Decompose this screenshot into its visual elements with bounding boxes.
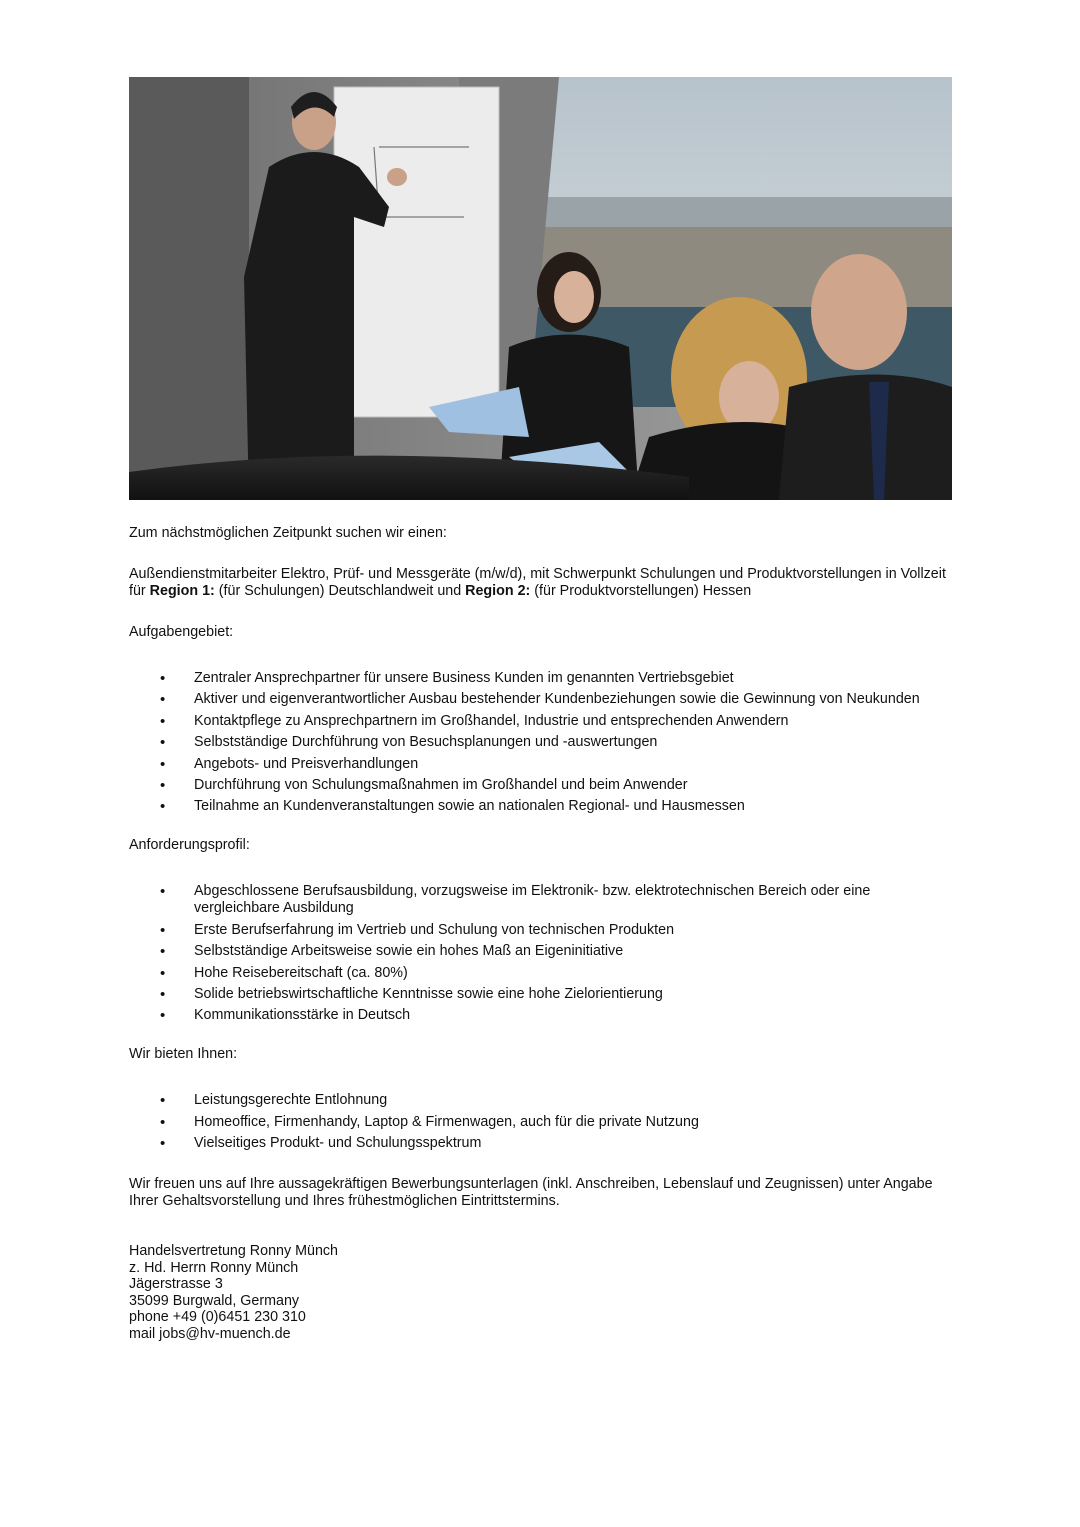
bullet-icon: • [160,1135,166,1153]
list-item [129,922,952,939]
bullet-icon: • [160,985,166,1003]
list-item [129,798,952,815]
bullet-icon: • [160,691,166,709]
company-name: Handelsvertretung Ronny Münch [129,1243,339,1260]
list-item [129,1007,952,1024]
list-item [129,965,952,982]
position-text-part1: Außendienstmitarbeiter Elektro, Prüf- und Messgeräte (m/w/d), mit Schwerpunkt Schulungen und Produktvorstellungen in Vollzeit für [129,566,946,599]
list-item [129,756,952,773]
bullet-icon: • [160,1113,166,1131]
bullet-icon: • [160,734,166,752]
list-item [129,883,952,917]
bullet-icon: • [160,1092,166,1110]
closing-text: Wir freuen uns auf Ihre aussagekräftigen Bewerbungsunterlagen (inkl. Anschreiben, Lebenslauf und Zeugnissen) unter Angabe Ihrer Gehaltsvorstellung und Ihres frühestmöglichen Eintrittstermins. [129,1176,933,1210]
region1-label: Region 1: [149,583,215,599]
list-item-text: Kommunikationsstärke in Deutsch [194,1007,411,1024]
offer-list [129,1092,952,1152]
list-item [129,943,952,960]
position-text-part3: (für Produktvorstellungen) Hessen [530,583,752,599]
bullet-icon: • [160,1007,166,1025]
position-text-part2: (für Schulungen) Deutschlandweit und [214,583,466,599]
region2-label: Region 2: [465,583,531,599]
bullet-icon: • [160,755,166,773]
tasks-heading: Aufgabengebiet: [129,624,234,640]
list-item-text: Solide betriebswirtschaftliche Kenntnisse sowie eine hohe Zielorientierung [194,985,663,1002]
intro-text: Zum nächstmöglichen Zeitpunkt suchen wir einen: [129,525,447,541]
bullet-icon: • [160,712,166,730]
list-item-text: Angebots- und Preisverhandlungen [194,755,419,772]
list-item-text: Homeoffice, Firmenhandy, Laptop & Firmenwagen, auch für die private Nutzung [194,1113,699,1130]
street-address: Jägerstrasse 3 [129,1276,223,1293]
list-item-text: Selbstständige Durchführung von Besuchsplanungen und -auswertungen [194,734,658,751]
list-item-text: Teilnahme an Kundenveranstaltungen sowie an nationalen Regional- und Hausmessen [194,798,745,815]
tasks-list [129,670,952,815]
list-item [129,734,952,751]
list-item [129,670,952,687]
list-item-text: Durchführung von Schulungsmaßnahmen im Großhandel und beim Anwender [194,776,688,793]
list-item-text: Hohe Reisebereitschaft (ca. 80%) [194,964,408,981]
list-item [129,986,952,1003]
position-description [129,566,952,600]
list-item-text: Zentraler Ansprechpartner für unsere Business Kunden im genannten Vertriebsgebiet [194,670,734,686]
list-item [129,1135,952,1152]
presentation-photo [129,77,952,500]
list-item-text: Leistungsgerechte Entlohnung [194,1092,388,1109]
bullet-icon: • [160,921,166,939]
offer-heading: Wir bieten Ihnen: [129,1046,238,1063]
requirements-list [129,883,952,1024]
list-item-text: Kontaktpflege zu Ansprechpartnern im Großhandel, Industrie und entsprechenden Anwendern [194,712,789,729]
requirements-heading: Anforderungsprofil: [129,837,250,854]
bullet-icon: • [160,943,166,961]
list-item [129,691,952,708]
list-item-text: Erste Berufserfahrung im Vertrieb und Schulung von technischen Produkten [194,921,675,938]
bullet-icon: • [160,776,166,794]
list-item [129,1114,952,1131]
contact-person: z. Hd. Herrn Ronny Münch [129,1259,299,1276]
list-item-text: Abgeschlossene Berufsausbildung, vorzugsweise im Elektronik- bzw. elektrotechnischen Bereich oder eine vergleichbare Ausbildung [194,883,871,917]
bullet-icon: • [160,798,166,816]
job-ad-document [129,77,952,1343]
list-item-text: Vielseitiges Produkt- und Schulungsspektrum [194,1135,482,1152]
contact-block [129,1243,952,1343]
list-item-text: Aktiver und eigenverantwortlicher Ausbau bestehender Kundenbeziehungen sowie die Gewinnung von Neukunden [194,691,920,708]
bullet-icon: • [160,670,166,687]
phone-number: phone +49 (0)6451 230 310 [129,1309,306,1326]
list-item-text: Selbstständige Arbeitsweise sowie ein hohes Maß an Eigeninitiative [194,943,624,960]
list-item [129,713,952,730]
list-item [129,1092,952,1109]
bullet-icon: • [160,964,166,982]
city-address: 35099 Burgwald, Germany [129,1292,300,1309]
email-address[interactable]: mail jobs@hv-muench.de [129,1326,291,1343]
list-item [129,777,952,794]
bullet-icon: • [160,883,166,901]
